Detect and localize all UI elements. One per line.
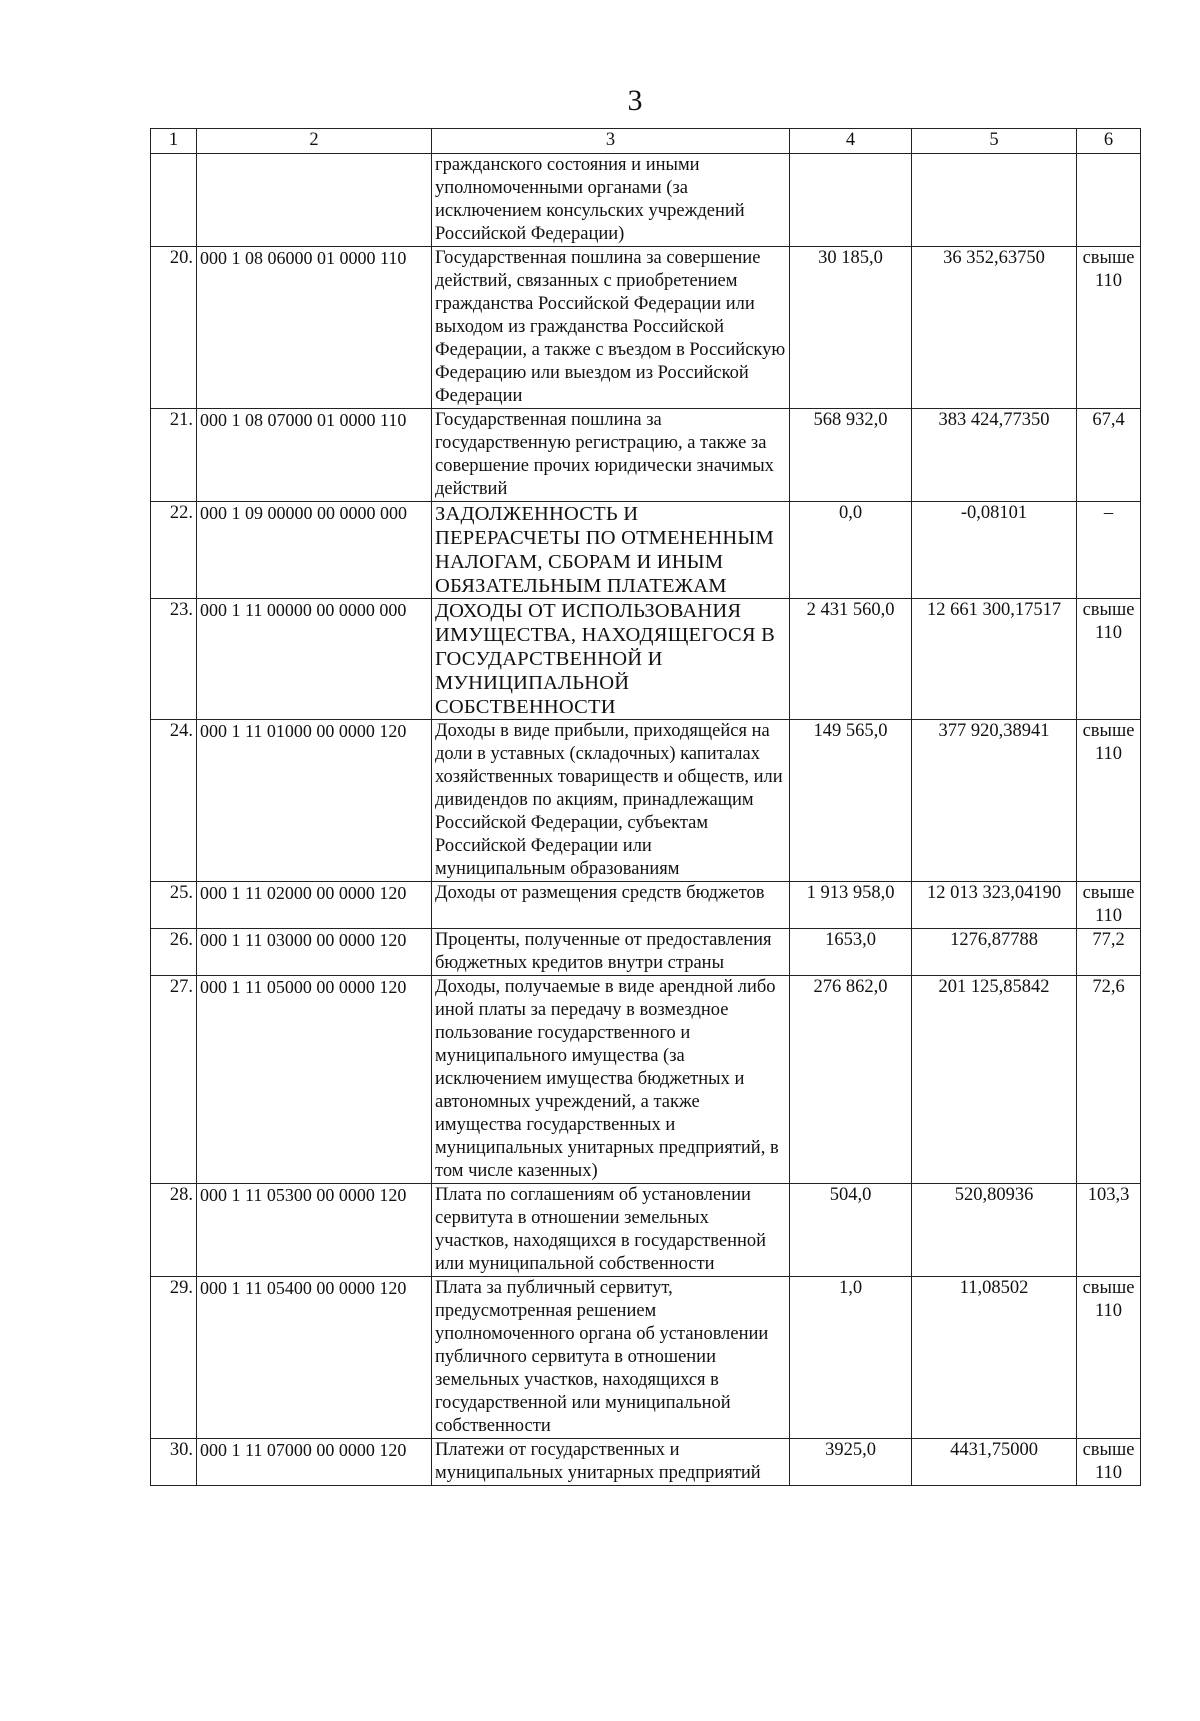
planned-amount-cell: 149 565,0: [790, 720, 912, 882]
revenue-table: [150, 128, 1141, 1486]
row-number-cell: [151, 154, 197, 247]
table-row: [151, 1184, 1141, 1277]
table-row: [151, 154, 1141, 247]
actual-amount-cell: 520,80936: [912, 1184, 1077, 1277]
row-number-cell: 26.: [151, 929, 197, 976]
classification-code-cell: 000 1 11 05400 00 0000 120: [197, 1277, 432, 1439]
classification-code-cell: 000 1 11 07000 00 0000 120: [197, 1439, 432, 1486]
planned-amount-cell: 2 431 560,0: [790, 599, 912, 720]
revenue-name-cell: Доходы в виде прибыли, приходящейся на доли в уставных (складочных) капиталах хозяйственных товариществ и обществ, или дивидендов по акциям, принадлежащим Российской Федерации, субъектам Российской Федерации или муниципальным образованиям: [432, 720, 790, 882]
percent-cell: свыше 110: [1077, 1439, 1141, 1486]
table-row: [151, 929, 1141, 976]
classification-code-cell: 000 1 11 05300 00 0000 120: [197, 1184, 432, 1277]
row-number-cell: 23.: [151, 599, 197, 720]
row-number-cell: 28.: [151, 1184, 197, 1277]
classification-code-cell: 000 1 09 00000 00 0000 000: [197, 502, 432, 599]
row-number-cell: 22.: [151, 502, 197, 599]
actual-amount-cell: [912, 154, 1077, 247]
actual-amount-cell: 12 661 300,17517: [912, 599, 1077, 720]
table-row: [151, 247, 1141, 409]
column-header: 5: [912, 129, 1077, 154]
revenue-name-cell: Проценты, полученные от предоставления бюджетных кредитов внутри страны: [432, 929, 790, 976]
planned-amount-cell: [790, 154, 912, 247]
revenue-name-cell: ЗАДОЛЖЕННОСТЬ И ПЕРЕРАСЧЕТЫ ПО ОТМЕНЕННЫМ НАЛОГАМ, СБОРАМ И ИНЫМ ОБЯЗАТЕЛЬНЫМ ПЛАТЕЖАМ: [432, 502, 790, 599]
table-row: [151, 976, 1141, 1184]
row-number-cell: 25.: [151, 882, 197, 929]
revenue-name-cell: гражданского состояния и иными уполномоченными органами (за исключением консульских учреждений Российской Федерации): [432, 154, 790, 247]
planned-amount-cell: 0,0: [790, 502, 912, 599]
revenue-name-cell: Доходы от размещения средств бюджетов: [432, 882, 790, 929]
planned-amount-cell: 276 862,0: [790, 976, 912, 1184]
column-header: 2: [197, 129, 432, 154]
actual-amount-cell: 201 125,85842: [912, 976, 1077, 1184]
actual-amount-cell: -0,08101: [912, 502, 1077, 599]
percent-cell: свыше 110: [1077, 720, 1141, 882]
row-number-cell: 30.: [151, 1439, 197, 1486]
column-header: 1: [151, 129, 197, 154]
percent-cell: 67,4: [1077, 409, 1141, 502]
revenue-name-cell: Плата за публичный сервитут, предусмотренная решением уполномоченного органа об установлении публичного сервитута в отношении земельных участков, находящихся в государственной или муниципальной собственности: [432, 1277, 790, 1439]
planned-amount-cell: 1 913 958,0: [790, 882, 912, 929]
classification-code-cell: [197, 154, 432, 247]
revenue-name-cell: Платежи от государственных и муниципальных унитарных предприятий: [432, 1439, 790, 1486]
row-number-cell: 29.: [151, 1277, 197, 1439]
percent-cell: 103,3: [1077, 1184, 1141, 1277]
column-header: 6: [1077, 129, 1141, 154]
planned-amount-cell: 30 185,0: [790, 247, 912, 409]
percent-cell: 72,6: [1077, 976, 1141, 1184]
planned-amount-cell: 1,0: [790, 1277, 912, 1439]
classification-code-cell: 000 1 11 03000 00 0000 120: [197, 929, 432, 976]
page-number: 3: [627, 84, 643, 117]
percent-cell: свыше 110: [1077, 247, 1141, 409]
table-row: [151, 1439, 1141, 1486]
planned-amount-cell: 1653,0: [790, 929, 912, 976]
row-number-cell: 24.: [151, 720, 197, 882]
revenue-name-cell: ДОХОДЫ ОТ ИСПОЛЬЗОВАНИЯ ИМУЩЕСТВА, НАХОДЯЩЕГОСЯ В ГОСУДАРСТВЕННОЙ И МУНИЦИПАЛЬНОЙ СОБСТВЕННОСТИ: [432, 599, 790, 720]
table-row: [151, 720, 1141, 882]
row-number-cell: 20.: [151, 247, 197, 409]
classification-code-cell: 000 1 08 06000 01 0000 110: [197, 247, 432, 409]
column-header: 4: [790, 129, 912, 154]
percent-cell: свыше 110: [1077, 882, 1141, 929]
classification-code-cell: 000 1 11 02000 00 0000 120: [197, 882, 432, 929]
classification-code-cell: 000 1 08 07000 01 0000 110: [197, 409, 432, 502]
revenue-name-cell: Государственная пошлина за государственную регистрацию, а также за совершение прочих юридически значимых действий: [432, 409, 790, 502]
actual-amount-cell: 383 424,77350: [912, 409, 1077, 502]
planned-amount-cell: 3925,0: [790, 1439, 912, 1486]
percent-cell: [1077, 154, 1141, 247]
percent-cell: –: [1077, 502, 1141, 599]
planned-amount-cell: 504,0: [790, 1184, 912, 1277]
classification-code-cell: 000 1 11 00000 00 0000 000: [197, 599, 432, 720]
percent-cell: свыше 110: [1077, 599, 1141, 720]
actual-amount-cell: 4431,75000: [912, 1439, 1077, 1486]
column-header: 3: [432, 129, 790, 154]
percent-cell: свыше 110: [1077, 1277, 1141, 1439]
table-row: [151, 502, 1141, 599]
revenue-name-cell: Плата по соглашениям об установлении сервитута в отношении земельных участков, находящихся в государственной или муниципальной собственности: [432, 1184, 790, 1277]
table-header-row: [151, 129, 1141, 154]
percent-cell: 77,2: [1077, 929, 1141, 976]
classification-code-cell: 000 1 11 01000 00 0000 120: [197, 720, 432, 882]
classification-code-cell: 000 1 11 05000 00 0000 120: [197, 976, 432, 1184]
actual-amount-cell: 11,08502: [912, 1277, 1077, 1439]
row-number-cell: 21.: [151, 409, 197, 502]
table-row: [151, 409, 1141, 502]
actual-amount-cell: 36 352,63750: [912, 247, 1077, 409]
row-number-cell: 27.: [151, 976, 197, 1184]
actual-amount-cell: 12 013 323,04190: [912, 882, 1077, 929]
revenue-name-cell: Государственная пошлина за совершение действий, связанных с приобретением гражданства Российской Федерации или выходом из гражданства Российской Федерации, а также с въездом в Российскую Федерацию или выездом из Российской Федерации: [432, 247, 790, 409]
planned-amount-cell: 568 932,0: [790, 409, 912, 502]
table-row: [151, 1277, 1141, 1439]
revenue-name-cell: Доходы, получаемые в виде арендной либо иной платы за передачу в возмездное пользование государственного и муниципального имущества (за исключением имущества бюджетных и автономных учреждений, а также имущества государственных и муниципальных унитарных предприятий, в том числе казенных): [432, 976, 790, 1184]
actual-amount-cell: 377 920,38941: [912, 720, 1077, 882]
table-row: [151, 599, 1141, 720]
table-row: [151, 882, 1141, 929]
actual-amount-cell: 1276,87788: [912, 929, 1077, 976]
